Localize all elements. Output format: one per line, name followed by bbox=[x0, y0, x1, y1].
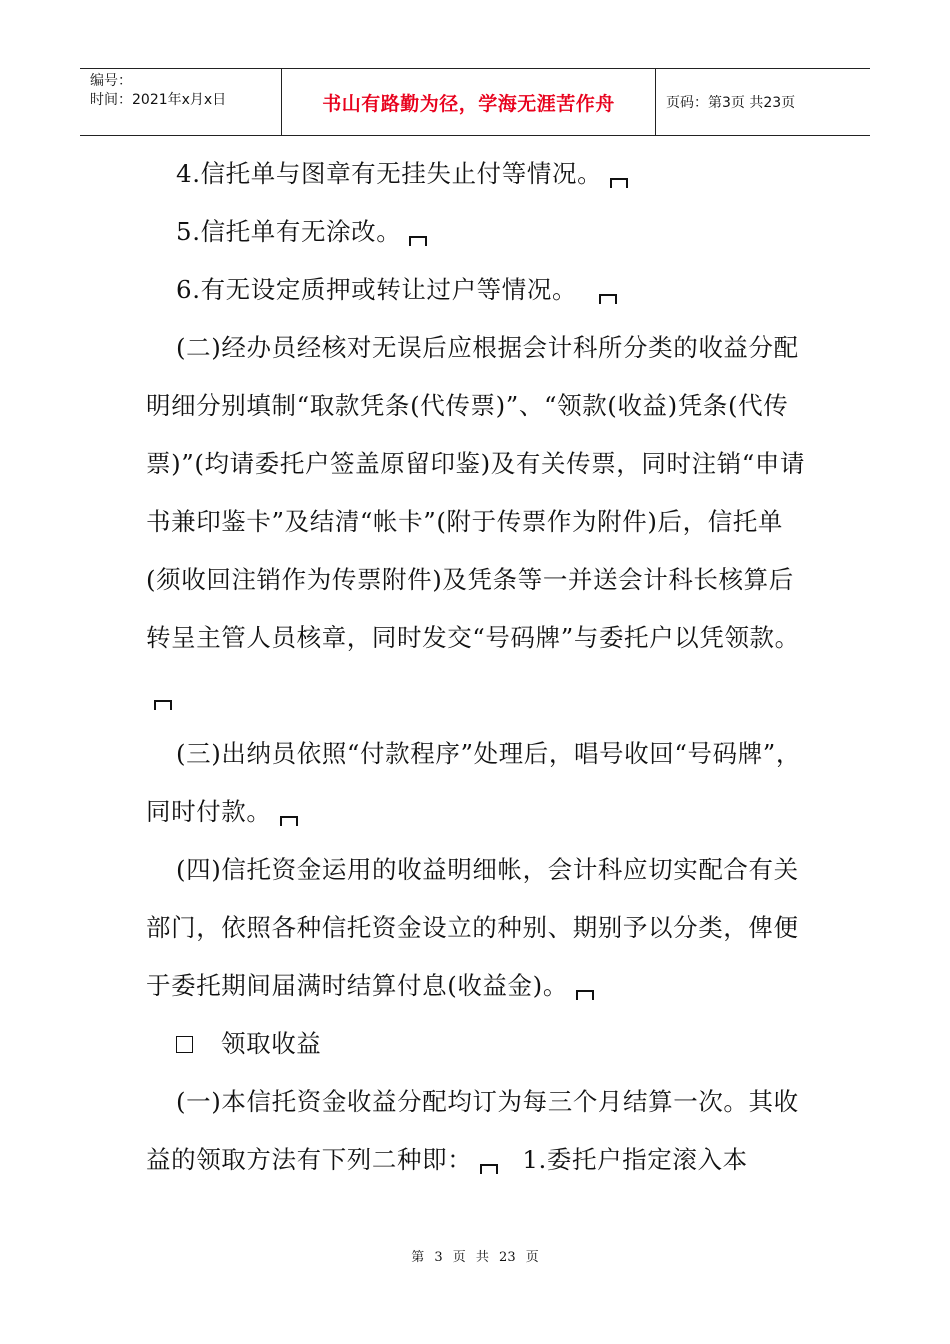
paragraph-text-continued: 1.委托户指定滚入本 bbox=[522, 1145, 748, 1174]
paragraph-text: (一)本信托资金收益分配均订为每三个月结算一次。其收益的领取方法有下列二种即： bbox=[146, 1087, 799, 1174]
paragraph-text: 4.信托单与图章有无挂失止付等情况。 bbox=[176, 159, 603, 188]
paragraph-mark-icon bbox=[409, 236, 427, 246]
paragraph-mark-icon bbox=[599, 294, 617, 304]
paragraph-three bbox=[146, 725, 808, 841]
paragraph-mark-icon bbox=[610, 178, 628, 188]
paragraph-two bbox=[146, 319, 808, 725]
document-time: 时间：2021年x月x日 bbox=[90, 92, 227, 108]
checkbox-bullet-icon bbox=[176, 1036, 193, 1053]
paragraph-text: 5.信托单有无涂改。 bbox=[176, 217, 402, 246]
page-footer: 第 3 页 共 23 页 bbox=[411, 1250, 539, 1265]
header-motto: 书山有路勤为径，学海无涯苦作舟 bbox=[282, 69, 656, 135]
paragraph-mark-icon bbox=[576, 990, 594, 1000]
paragraph-text: (四)信托资金运用的收益明细帐，会计科应切实配合有关部门，依照各种信托资金设立的种别、期别予以分类，俾便于委托期间届满时结算付息(收益金)。 bbox=[146, 855, 799, 1000]
paragraph-text: 6.有无设定质押或转让过户等情况。 bbox=[176, 275, 578, 304]
paragraph-text: (三)出纳员依照“付款程序”处理后，唱号收回“号码牌”，同时付款。 bbox=[146, 739, 802, 826]
paragraph-one bbox=[146, 1073, 808, 1189]
section-title: 领取收益 bbox=[221, 1029, 322, 1058]
paragraph-item-4 bbox=[146, 145, 808, 203]
header-page-info: 页码：第3页 共23页 bbox=[666, 95, 796, 111]
paragraph-mark-icon bbox=[480, 1164, 498, 1174]
document-body bbox=[146, 145, 808, 1189]
paragraph-item-6 bbox=[146, 261, 808, 319]
section-heading bbox=[146, 1015, 808, 1073]
header-meta bbox=[80, 69, 282, 135]
paragraph-mark-icon bbox=[280, 816, 298, 826]
paragraph-mark-icon bbox=[154, 700, 172, 710]
document-header bbox=[80, 68, 870, 136]
document-number-label: 编号： bbox=[90, 73, 132, 89]
paragraph-four bbox=[146, 841, 808, 1015]
paragraph-text: (二)经办员经核对无误后应根据会计科所分类的收益分配明细分别填制“取款凭条(代传票)”、“领款(收益)凭条(代传票)”(均请委托户签盖原留印鉴)及有关传票，同时注销“申请书兼印鉴卡”及结清“帐卡”(附于传票作为附件)后，信托单(须收回注销作为传票附件)及凭条等一并送会计科长核算后转呈主管人员核章，同时发交“号码牌”与委托户以凭领款。 bbox=[146, 333, 806, 652]
paragraph-item-5 bbox=[146, 203, 808, 261]
